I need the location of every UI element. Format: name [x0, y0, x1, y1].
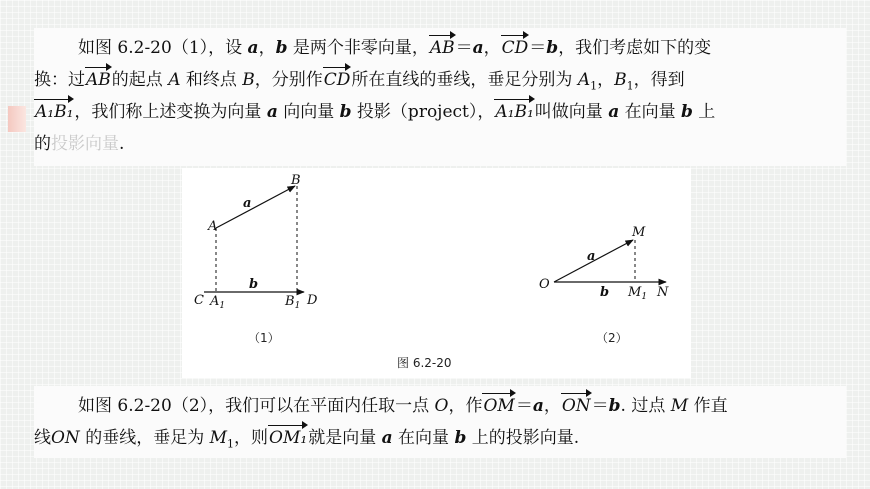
label-b: b	[249, 277, 259, 292]
label-O: O	[539, 277, 550, 292]
label-D: D	[307, 293, 318, 308]
vector-notation: A₁B₁	[494, 96, 534, 128]
top-text-panel	[34, 28, 846, 166]
text-segment: 的垂线，垂足为	[79, 428, 210, 448]
label-a: a	[587, 249, 596, 264]
text-segment: 就是向量	[308, 428, 382, 448]
label-B: B	[291, 173, 301, 188]
bottom-text-panel	[34, 386, 846, 458]
point-label: A	[577, 70, 591, 90]
text-line-2	[34, 422, 832, 454]
text-segment: 如图 6.2-20（1），设	[78, 38, 248, 58]
vector-notation: OM₁	[268, 422, 308, 454]
vector-symbol: b	[275, 38, 288, 58]
text-line-1	[34, 32, 832, 64]
faded-text: 投影向量	[51, 134, 119, 154]
paragraph-definition	[34, 32, 846, 160]
text-segment: .	[119, 134, 125, 154]
text-segment: 的	[34, 134, 51, 154]
caption-2: （2）	[596, 331, 628, 345]
text-segment: ，	[483, 38, 501, 58]
label-b: b	[600, 285, 610, 300]
label-a: a	[243, 196, 252, 211]
text-segment: ＝	[529, 38, 547, 58]
vector-symbol: b	[339, 102, 352, 122]
text-segment: 上	[692, 102, 716, 122]
subscript: 1	[626, 79, 634, 93]
vector-symbol: a	[266, 102, 278, 122]
text-segment: ＝	[591, 396, 609, 416]
label-A1: $A_1$	[210, 294, 226, 311]
vector-notation: AB	[85, 64, 112, 96]
text-segment: ，作	[448, 396, 483, 416]
point-label: B	[242, 70, 255, 90]
text-segment: 所在直线的垂线，垂足分别为	[351, 70, 578, 90]
vector-symbol: b	[608, 396, 621, 416]
text-segment: 作直	[688, 396, 728, 416]
text-segment: 如图 6.2-20（2），我们可以在平面内任取一点	[78, 396, 435, 416]
vector-symbol: b	[454, 428, 467, 448]
red-margin-marker	[8, 106, 26, 132]
text-line-1	[34, 390, 832, 422]
text-segment: 的起点	[111, 70, 169, 90]
projection-diagram	[182, 168, 691, 378]
label-C: C	[194, 293, 204, 308]
text-segment: ＝	[455, 38, 473, 58]
vector-notation: OM	[482, 390, 515, 422]
point-label: O	[434, 396, 449, 416]
text-segment: ＝	[515, 396, 533, 416]
vector-symbol: a	[608, 102, 620, 122]
vector-symbol: a	[472, 38, 484, 58]
point-label: M	[209, 428, 228, 448]
text-segment: ，	[597, 70, 615, 90]
label-B1: $B_1$	[285, 294, 301, 311]
vector-notation: CD	[323, 64, 352, 96]
text-line-4	[34, 128, 832, 160]
vector-notation: CD	[501, 32, 530, 64]
vector-notation: A₁B₁	[34, 96, 74, 128]
text-segment: 和终点	[180, 70, 243, 90]
paragraph-projection	[34, 390, 846, 454]
caption-1: （1）	[248, 331, 280, 345]
text-segment: 是两个非零向量，	[287, 38, 429, 58]
vector-symbol: a	[247, 38, 259, 58]
point-label: B	[614, 70, 627, 90]
text-segment: 线	[34, 428, 51, 448]
text-segment: ，	[258, 38, 276, 58]
vector-symbol: b	[546, 38, 559, 58]
figure-6-2-20	[182, 168, 691, 378]
text-segment: 换：过	[34, 70, 85, 90]
subscript: 1	[227, 437, 235, 451]
text-segment: ，我们称上述变换为向量	[74, 102, 267, 122]
text-segment: ，分别作	[254, 70, 323, 90]
label-M1: $M_1$	[628, 285, 648, 302]
vector-a-line	[216, 186, 295, 228]
figure-2	[539, 225, 669, 345]
text-line-3	[34, 96, 832, 128]
line-label: ON	[51, 428, 80, 448]
subscript: 1	[590, 79, 598, 93]
point-label: M	[670, 396, 689, 416]
text-segment: 叫做向量	[534, 102, 609, 122]
text-segment: ，得到	[633, 70, 685, 90]
text-segment: 在向量	[619, 102, 682, 122]
vector-symbol: b	[681, 102, 693, 122]
text-segment: 上的投影向量.	[466, 428, 580, 448]
label-N: N	[657, 285, 669, 300]
vector-notation: ON	[561, 390, 592, 422]
text-line-2	[34, 64, 832, 96]
text-segment: 投影（project），	[351, 102, 495, 122]
text-segment: ，我们考虑如下的变	[558, 38, 712, 58]
label-A: A	[208, 219, 218, 234]
label-M: M	[632, 225, 646, 240]
text-segment: 向向量	[277, 102, 340, 122]
point-label: A	[168, 70, 181, 90]
text-segment: 在向量	[392, 428, 455, 448]
text-segment: . 过点	[620, 396, 671, 416]
vector-symbol: a	[532, 396, 544, 416]
text-segment: ，	[543, 396, 561, 416]
figure-1	[194, 173, 318, 345]
vector-symbol: a	[381, 428, 393, 448]
text-segment: ，则	[234, 428, 269, 448]
vector-notation: AB	[429, 32, 456, 64]
figure-caption: 图 6.2-20	[397, 356, 452, 370]
